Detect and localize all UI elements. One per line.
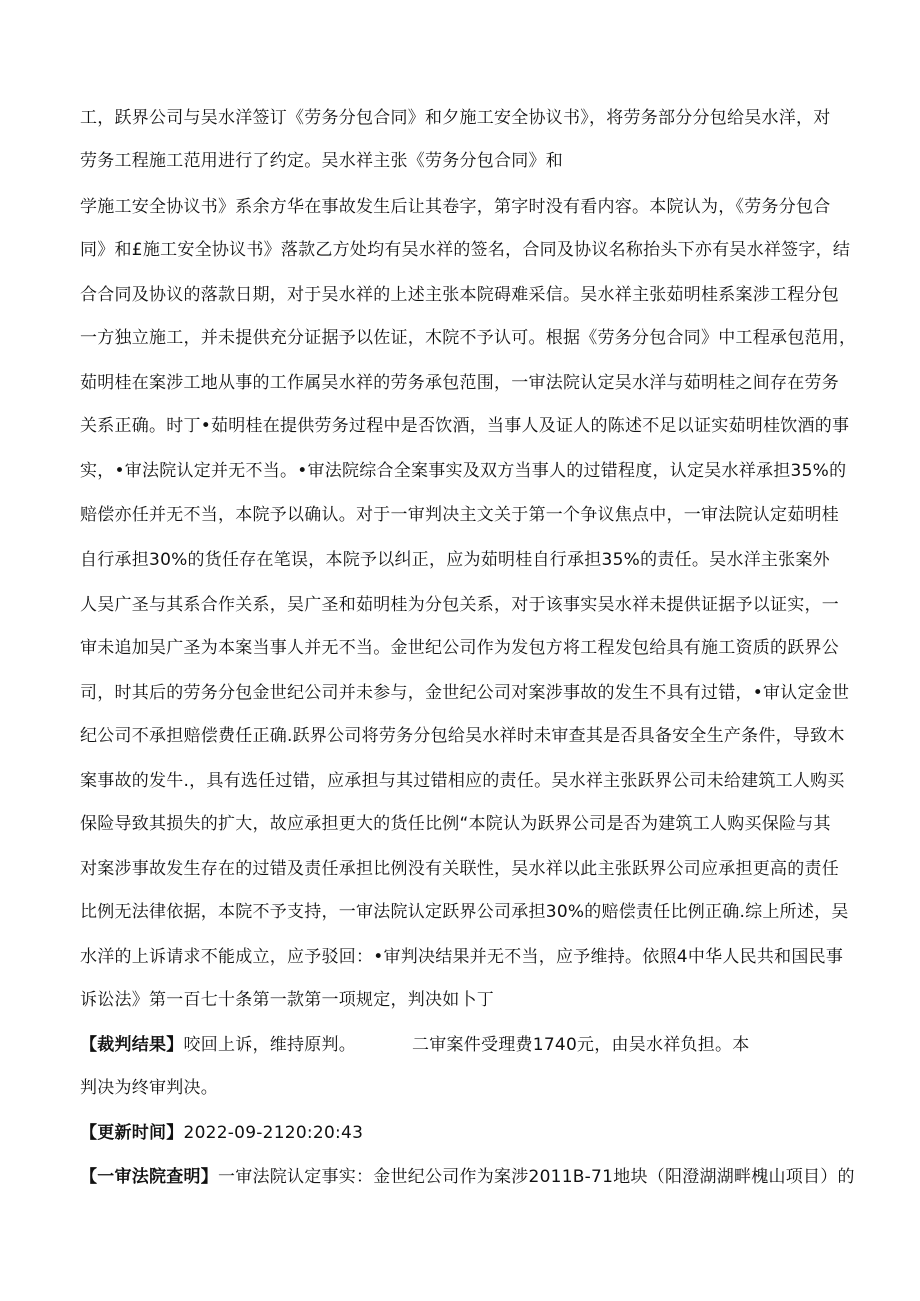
body-line-11: 自行承担30%的货任存在笔误，本院予以纠正，应为茹明桂自行承担35%的责任。吴水洋主张案外 <box>80 550 830 570</box>
body-line-1: 工，跃界公司与吴水洋签订《劳务分包合同》和夕施工安全协议书》，将劳务部分分包给吴水洋，对 <box>80 108 831 128</box>
body-line-3: 学施工安全协议书》系余方华在事故发生后让其卷字，第字时没有看内容。本院认为，《劳务分包合 <box>80 197 831 217</box>
body-line-2: 劳务工程施工范用进行了约定。吴水祥主张《劳务分包合同》和 <box>80 151 563 171</box>
first-instance-line <box>80 1166 855 1188</box>
body-line-13: 审未追加吴广圣为本案当事人并无不当。金世纪公司作为发包方将工程发包给具有施工资质的跃界公 <box>80 638 839 658</box>
body-line-17: 保险导致其损失的扩大，故应承担更大的货任比例“本院认为跃界公司是否为建筑工人购买保险与其 <box>80 814 831 834</box>
body-line-4: 同》和£施工安全协议书》落款乙方处均有吴水祥的签名，合同及协议名称抬头下亦有吴水祥签字，结 <box>80 240 851 260</box>
body-line-15: 纪公司不承担赔偿费任正确.跃界公司将劳务分包给吴水祥时未审查其是否具备安全生产条件，导致木 <box>80 726 845 746</box>
update-label: 【更新时间】 <box>80 1123 184 1143</box>
body-line-14: 司，时其后的劳务分包金世纪公司并未参与，金世纪公司对案涉事故的发生不具有过错，•审认定金世 <box>80 683 850 703</box>
body-line-8: 关系正确。时丁•茹明桂在提供劳务过程中是否饮酒，当事人及证人的陈述不足以证实茹明桂饮酒的事 <box>80 416 850 436</box>
body-line-16: 案事故的发牛.，具有选任过错，应承担与其过错相应的责任。吴水祥主张跃界公司未给建筑工人购买 <box>80 771 845 791</box>
verdict-text-c: 判决为终审判决。 <box>80 1078 218 1098</box>
first-instance-text: 一审法院认定事实：金世纪公司作为案涉2011B-71地块（阳澄湖湖畔槐山项目）的 <box>218 1167 855 1187</box>
body-line-12: 人吴广圣与其系合作关系，吴广圣和茹明桂为分包关系，对于该事实吴水祥未提供证据予以证实，一 <box>80 595 839 615</box>
body-line-18: 对案涉事故发生存在的过错及责任承担比例没有关联性，吴水祥以此主张跃界公司应承担更高的责任 <box>80 859 839 879</box>
body-line-7: 茹明桂在案涉工地从事的工作属吴水祥的劳务承包范围，一审法院认定吴水洋与茹明桂之间存在劳务 <box>80 373 839 393</box>
update-line <box>80 1122 363 1144</box>
body-line-19: 比例无法律依据，本院不予支持，一审法院认定跃界公司承担30%的赔偿责任比例正确.综上所述，吴 <box>80 902 849 922</box>
body-line-5: 合合同及协议的落款日期，对于吴水祥的上述主张本院碍难采信。吴水祥主张茹明桂系案涉工程分包 <box>80 285 839 305</box>
body-line-20: 水洋的上诉请求不能成立，应予驳回：•审判决结果并无不当，应予维持。依照4中华人民共和国民事 <box>80 947 844 967</box>
verdict-text-a: 咬回上诉，维持原判。 <box>183 1035 356 1055</box>
verdict-text-b: 二审案件受理费1740元，由吴水祥负担。本 <box>412 1035 750 1055</box>
body-line-9: 实，•审法院认定并无不当。•审法院综合全案事实及双方当事人的过错程度，认定吴水祥承担35%的 <box>80 461 847 481</box>
body-line-10: 赔偿亦任并无不当，本院予以确认。对于一审判决主文关于第一个争议焦点中，一审法院认定茹明桂 <box>80 505 839 525</box>
verdict-line <box>80 1034 750 1056</box>
update-value: 2022-09-2120:20:43 <box>183 1123 364 1143</box>
first-instance-label: 【一审法院查明】 <box>80 1167 218 1187</box>
verdict-label: 【裁判结果】 <box>80 1035 184 1055</box>
body-line-6: 一方独立施工，并未提供充分证据予以佐证，木院不予认可。根据《劳务分包合同》中工程承包范用， <box>80 328 857 348</box>
body-line-21: 诉讼法》第一百七十条第一款第一项规定，判决如卜丁 <box>80 990 494 1010</box>
